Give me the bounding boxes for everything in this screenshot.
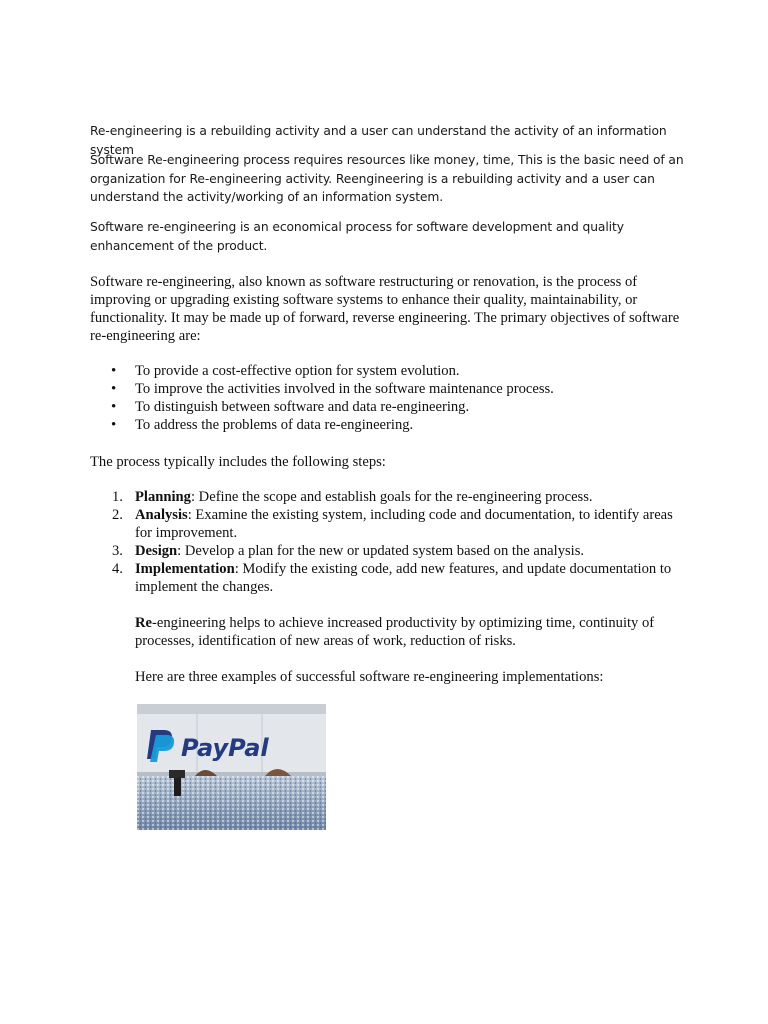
objectives-list (90, 362, 690, 434)
paragraph-examples-intro: Here are three examples of successful software re-engineering implementations: (135, 669, 604, 685)
list-item (90, 488, 690, 506)
paragraph-economical: Software re-engineering is an economical process for software development and quality enhancement of the product. (90, 220, 624, 253)
step-term: Analysis (135, 507, 188, 523)
step-number: 3. (112, 543, 123, 559)
paypal-sign-photo (137, 704, 326, 830)
step-desc: : Define the scope and establish goals for the re-engineering process. (190, 489, 593, 505)
list-item (90, 560, 690, 596)
step-term: Implementation (135, 561, 235, 577)
list-item: • To provide a cost-effective option for system evolution. (90, 362, 690, 380)
steps-list (90, 488, 690, 596)
benefits-bold-prefix: Re (135, 615, 153, 631)
paragraph-intro: Re-engineering is a rebuilding activity and a user can understand the activity of an information system (90, 124, 667, 157)
list-item (90, 506, 690, 542)
list-item: • To address the problems of data re-engineering. (90, 416, 690, 434)
benefits-text: -engineering helps to achieve increased productivity by optimizing time, continuity of processes, identification of new areas of work, reduction of risks. (135, 615, 655, 649)
steps-intro: The process typically includes the following steps: (90, 454, 386, 470)
step-desc: : Modify the existing code, add new features, and update documentation to implement the changes. (135, 561, 672, 595)
paypal-logo-text: PayPal (181, 734, 269, 762)
step-number: 2. (112, 507, 123, 523)
step-term: Design (135, 543, 178, 559)
step-desc: : Develop a plan for the new or updated system based on the analysis. (177, 543, 585, 559)
list-item: • To distinguish between software and data re-engineering. (90, 398, 690, 416)
list-item (90, 542, 690, 560)
step-number: 1. (112, 489, 123, 505)
step-number: 4. (112, 561, 123, 577)
paragraph-resources: Software Re-engineering process requires resources like money, time, This is the basic need of an organization for Re-engineering activity. Reengineering is a rebuilding activity and a user can understand the activity/working of an information system. (90, 153, 684, 204)
paragraph-benefits (135, 614, 695, 650)
step-desc: : Examine the existing system, including code and documentation, to identify areas for improvement. (135, 507, 673, 541)
step-term: Planning (135, 489, 191, 505)
list-item: • To improve the activities involved in the software maintenance process. (90, 380, 690, 398)
paragraph-definition: Software re-engineering, also known as software restructuring or renovation, is the process of improving or upgrading existing software systems to enhance their quality, maintainability, or functionality. It may be made up of forward, reverse engineering. The primary objectives of software re-engineering are: (90, 274, 680, 344)
